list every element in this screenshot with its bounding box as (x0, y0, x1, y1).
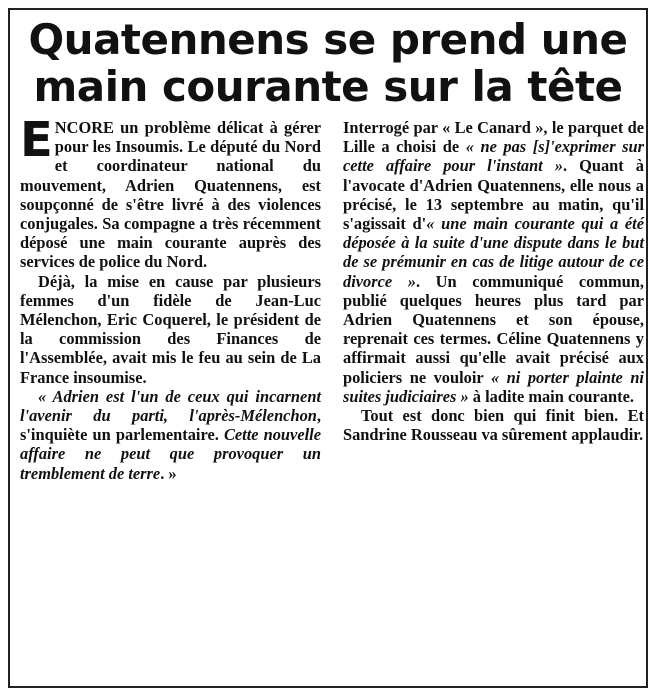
paragraph-2: Déjà, la mise en cause par plusieurs femmes d'un fidèle de Jean-Luc Mélenchon, Eric Coquerel, le président de la commission des Finances de l'Assemblée, avait mis le feu au sein de La France insoumise. (20, 271, 321, 387)
quote-1: « Adrien est l'un de ceux qui incarnent l'avenir du parti, l'après-Mélenchon (20, 386, 321, 426)
drop-cap: E (20, 112, 53, 168)
quote-3: « ne pas [s]'exprimer sur cette affaire pour l'instant » (343, 137, 645, 176)
paragraph-4-text-3: . Un communiqué commun, publié quelques heures plus tard par Adrien Quatennens et son épouse, reprenait ces termes. Céline Quatennens y affirmait aussi qu'elle avait précisé aux policiers ne vouloir (343, 271, 644, 387)
headline (20, 16, 636, 110)
quote-4: « une main courante qui a été déposée à la suite d'une dispute dans le but de se prémunir en cas de litige autour de ce divorce » (343, 214, 645, 291)
article-body (20, 112, 645, 686)
headline-line-1: Quatennens se prend une (28, 15, 628, 64)
quote-5: « ni porter plainte ni suites judiciaires » (343, 367, 644, 406)
paragraph-4-text-2: . Quant à l'avocate d'Adrien Quatennens, elle nous a précisé, le 13 septembre au matin, qu'il s'agissait d' (343, 156, 644, 234)
quote-2: Cette nouvelle affaire ne peut que provoquer un tremblement de terre (20, 425, 321, 483)
column-right (343, 118, 644, 686)
column-left (20, 112, 321, 686)
paragraph-4 (343, 118, 644, 406)
headline-line-2: main courante sur la tête (33, 62, 623, 111)
paragraph-1 (20, 112, 321, 272)
paragraph-4-text-1: Interrogé par « Le Canard », le parquet de Lille a choisi de (343, 118, 644, 157)
paragraph-1-text: NCORE un problème délicat à gérer pour les Insoumis. Le député du Nord et coordinateur national du mouvement, Adrien Quatennens, est soupçonné de s'être livré à des violences conjugales. Sa compagne a très récemment déposé une main courante auprès des services de police du Nord. (20, 118, 321, 272)
paragraph-3 (20, 387, 321, 483)
paragraph-3-text-1: , s'inquiète un parlementaire. (20, 406, 321, 445)
paragraph-3-text-2: . » (160, 463, 177, 483)
paragraph-4-text-4: à ladite main courante. (468, 386, 634, 406)
paragraph-5: Tout est donc bien qui finit bien. Et Sandrine Rousseau va sûrement applaudir. (343, 406, 644, 445)
